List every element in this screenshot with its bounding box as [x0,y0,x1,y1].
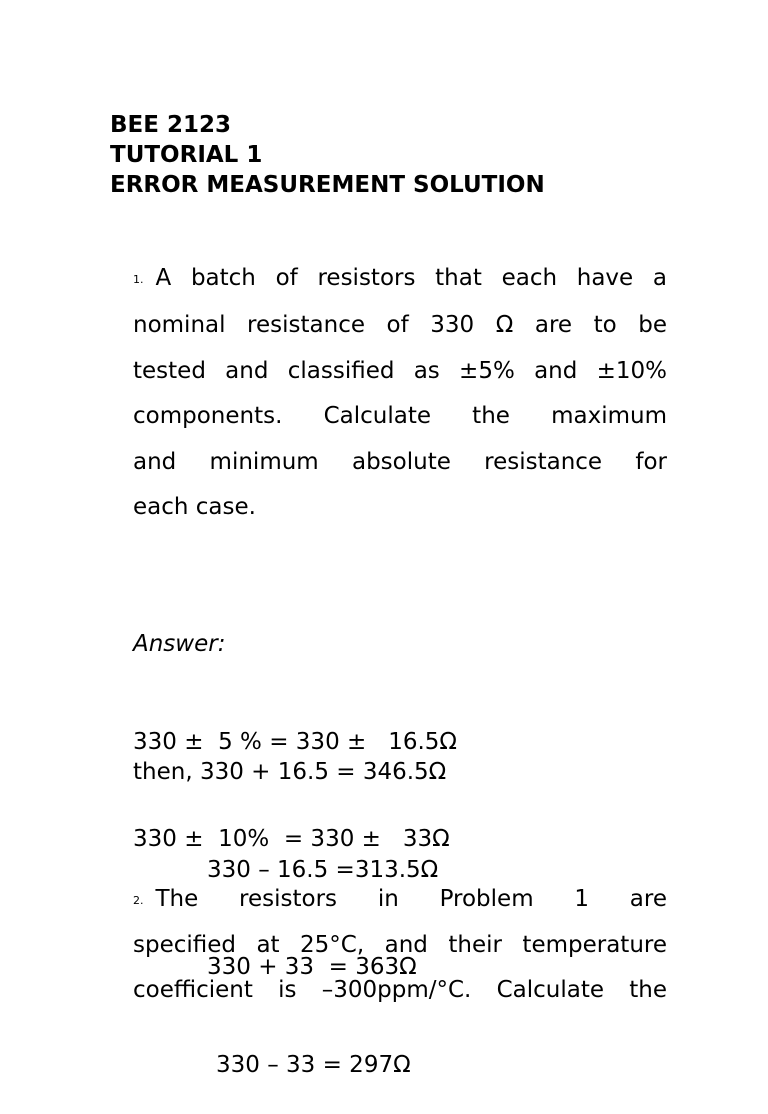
problem-1-line: tested and classified as ±5% and ±10% [133,357,667,384]
answer-label: Answer: [133,631,226,657]
problem-1-line: 1. A batch of resistors that each have a [133,265,667,291]
problem-2 [133,877,667,1013]
problem-2-line: coefficient is –300ppm/°C. Calculate the [133,977,667,1003]
problem-2-line: 2. The resistors in Problem 1 are [133,886,667,912]
calculation-line: then, 330 + 16.5 = 346.5Ω [133,759,447,785]
problem-1-line: each case. [133,494,256,520]
problem-1-line: components. Calculate the maximum [133,403,667,429]
problem-1-line: and minimum absolute resistance for [133,448,667,475]
calculation-line: 330 – 33 = 297Ω [216,1051,411,1078]
course-code: BEE 2123 [110,112,231,138]
answer-line: 330 ± 5 % = 330 ± 16.5Ω [133,728,457,755]
problem-2-line: specified at 25°C, and their temperature [133,932,667,958]
answer-line: 330 ± 10% = 330 ± 33Ω [133,826,450,852]
problem-1-number: 1. [133,273,144,286]
tutorial-number: TUTORIAL 1 [110,142,263,168]
document-header [110,110,545,200]
calculation-line: 330 – 16.5 =313.5Ω [207,856,439,883]
problem-1-line: nominal resistance of 330 Ω are to be [133,312,667,338]
calculation-line: 330 + 33 = 363Ω [207,954,417,980]
document-title: ERROR MEASUREMENT SOLUTION [110,172,545,198]
problem-1 [133,256,667,531]
problem-2-number: 2. [133,894,144,907]
